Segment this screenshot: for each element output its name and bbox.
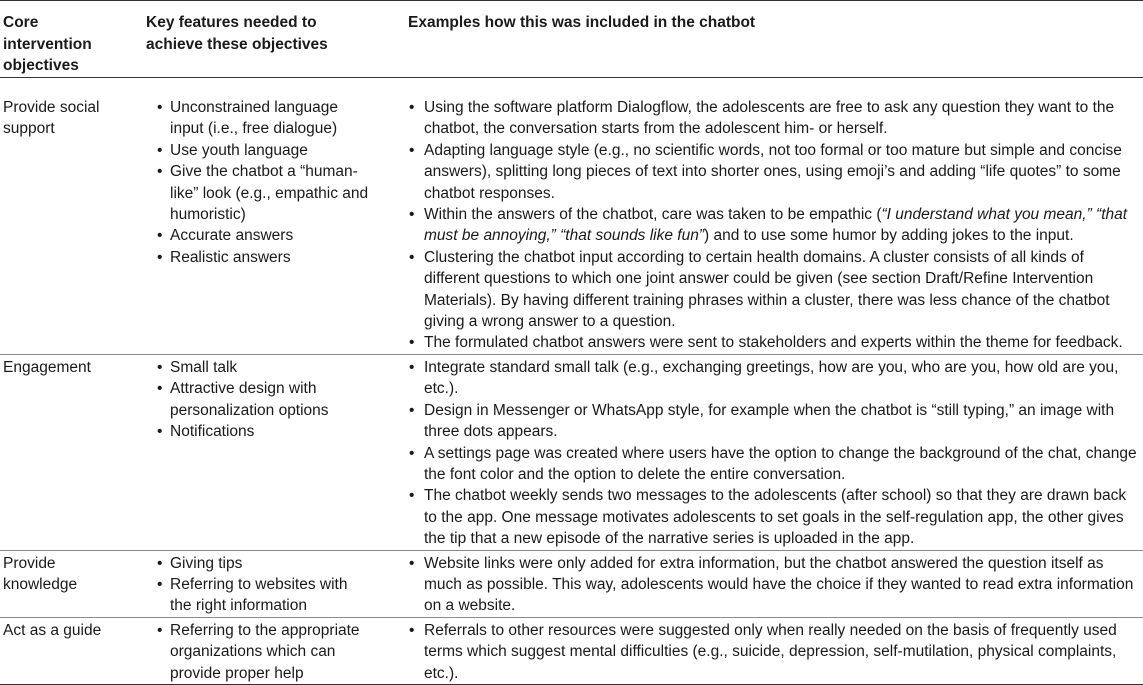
- bullet-icon: •: [157, 227, 163, 245]
- objective-cell: Act as a guide: [0, 617, 143, 684]
- bullet-icon: •: [409, 334, 415, 352]
- examples-cell: [405, 550, 1143, 617]
- list-item: • Integrate standard small talk (e.g., exchanging greetings, how are you, who are you, how old are you, etc.).: [409, 358, 1119, 398]
- list-item: • Referring to websites with the right information: [157, 575, 348, 615]
- bullet-icon: •: [157, 248, 163, 266]
- header-examples: Examples how this was included in the chatbot: [405, 1, 1143, 78]
- examples-cell: [405, 354, 1143, 550]
- bullet-icon: •: [409, 141, 415, 159]
- examples-list: [408, 97, 1141, 354]
- bullet-icon: •: [157, 163, 163, 181]
- list-item: • Give the chatbot a “human-like” look (e.g., empathic and humoristic): [157, 163, 369, 224]
- features-list: [156, 97, 369, 268]
- list-item: • Using the software platform Dialogflow, the adolescents are free to ask any question they want to the chatbot, the conversation starts from the adolescent him- or herself.: [409, 99, 1115, 138]
- list-item: • Referring to the appropriate organizations which can provide proper help: [157, 621, 360, 682]
- bullet-icon: •: [409, 248, 415, 266]
- bullet-icon: •: [409, 358, 415, 376]
- examples-list: [408, 553, 1141, 617]
- examples-list: [408, 620, 1141, 684]
- features-cell: [143, 78, 405, 355]
- table-row: [0, 550, 1143, 617]
- list-item: • Within the answers of the chatbot, care was taken to be empathic (“I understand what you mean,” “that must be annoying,” “that sounds like fun”) and to use some humor by adding jokes to the input.: [409, 206, 1128, 245]
- bullet-icon: •: [409, 621, 415, 639]
- list-item: • The chatbot weekly sends two messages to the adolescents (after school) so that they are drawn back to the app. One message motivates adolescents to set goals in the self-regulation app, the other gives the tip that a new episode of the narrative series is uploaded in the app.: [409, 487, 1127, 548]
- bullet-icon: •: [157, 554, 163, 572]
- bullet-icon: •: [157, 423, 163, 441]
- examples-cell: [405, 617, 1143, 684]
- bullet-icon: •: [409, 401, 415, 419]
- examples-cell: [405, 78, 1143, 355]
- features-cell: [143, 550, 405, 617]
- table-row: [0, 354, 1143, 550]
- table-row: [0, 78, 1143, 355]
- features-list: [156, 620, 369, 684]
- list-item: • Use youth language: [156, 140, 369, 161]
- bullet-icon: •: [409, 206, 415, 224]
- bullet-icon: •: [157, 99, 163, 116]
- list-item: • Unconstrained language input (i.e., free dialogue): [157, 99, 339, 138]
- bullet-icon: •: [157, 575, 163, 593]
- objective-cell: Provide social support: [0, 78, 143, 355]
- bullet-icon: •: [409, 554, 415, 572]
- bullet-icon: •: [409, 99, 415, 116]
- list-item: • Clustering the chatbot input according to certain health domains. A cluster consists of all kinds of different questions to which one joint answer could be given (see section Draft/Refine Intervention Materials). By having different training phrases within a cluster, there was less chance of the chatbot giving a wrong answer to a question.: [409, 248, 1110, 331]
- list-item: • Attractive design with personalization options: [157, 380, 329, 419]
- header-objectives: Core intervention objectives: [0, 1, 143, 78]
- table-row: [0, 617, 1143, 684]
- list-item: • Notifications: [156, 421, 369, 442]
- table-header-row: [0, 1, 1143, 78]
- list-item: • Adapting language style (e.g., no scientific words, not too formal or too mature but simple and concise answers), splitting long pieces of text into shorter ones, using emoji’s and adding “life quotes” to some chatbot responses.: [409, 141, 1122, 202]
- features-cell: [143, 617, 405, 684]
- objective-cell: Engagement: [0, 354, 143, 550]
- features-list: [156, 553, 369, 617]
- objective-cell: Provide knowledge: [0, 550, 143, 617]
- examples-list: [408, 357, 1141, 550]
- bullet-icon: •: [157, 141, 163, 159]
- list-item: • Small talk: [156, 357, 369, 378]
- list-item: • Realistic answers: [156, 247, 369, 268]
- bullet-icon: •: [157, 380, 163, 398]
- features-list: [156, 357, 369, 443]
- list-item: • Design in Messenger or WhatsApp style, for example when the chatbot is “still typing,” an image with three dots appears.: [409, 401, 1115, 441]
- list-item: • A settings page was created where users have the option to change the background of the chat, change the font color and the option to delete the entire conversation.: [409, 444, 1137, 483]
- bullet-icon: •: [409, 444, 415, 462]
- bullet-icon: •: [409, 487, 415, 505]
- list-item: • Referrals to other resources were suggested only when really needed on the basis of frequently used terms which suggest mental difficulties (e.g., suicide, depression, self-mutilation, physical complaints, etc.).: [409, 621, 1117, 682]
- features-cell: [143, 354, 405, 550]
- list-item: • Accurate answers: [156, 225, 369, 246]
- list-item: • Website links were only added for extra information, but the chatbot answered the question itself as much as possible. This way, adolescents would have the choice if they wanted to read extra information on a website.: [409, 554, 1134, 615]
- bullet-icon: •: [157, 358, 163, 376]
- list-item: • Giving tips: [156, 553, 369, 574]
- header-features: Key features needed to achieve these objectives: [143, 1, 405, 78]
- bullet-icon: •: [157, 621, 163, 639]
- list-item: • The formulated chatbot answers were sent to stakeholders and experts within the theme for feedback.: [408, 332, 1141, 353]
